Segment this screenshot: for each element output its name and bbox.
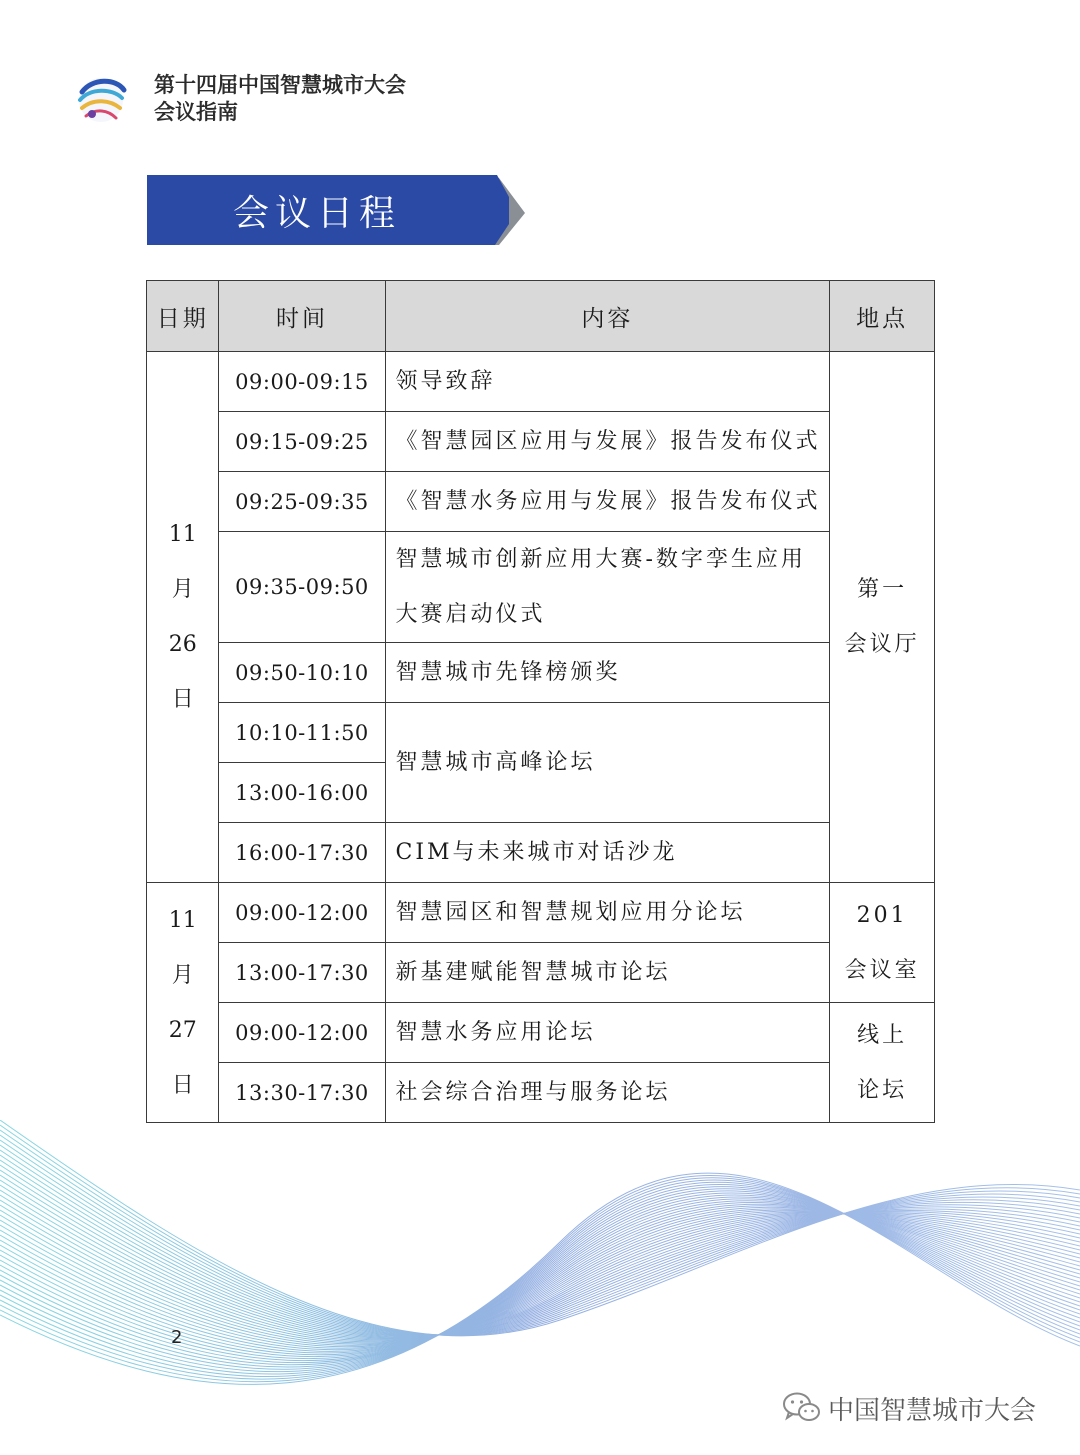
- table-row: [147, 352, 935, 412]
- table-row: [147, 643, 935, 703]
- time-cell: 09:50-10:10: [219, 643, 385, 703]
- table-row: [147, 472, 935, 532]
- venue-line: 会议厅: [844, 632, 920, 657]
- time-cell: 09:00-12:00: [219, 883, 385, 943]
- header-content: 内容: [385, 281, 830, 352]
- table-row: [147, 943, 935, 1003]
- content-cell: 《智慧园区应用与发展》报告发布仪式: [385, 412, 830, 472]
- wave-line: [0, 1175, 1080, 1381]
- time-cell: 09:35-09:50: [219, 532, 385, 643]
- date-line: 11: [168, 907, 197, 933]
- venue-line: 会议室: [844, 957, 920, 983]
- time-cell: 13:00-16:00: [219, 763, 385, 823]
- table-header-row: [147, 281, 935, 352]
- venue-cell-room-201: [830, 883, 935, 1003]
- date-line: 11: [168, 522, 197, 547]
- content-cell: CIM与未来城市对话沙龙: [385, 823, 830, 883]
- time-cell: 09:00-12:00: [219, 1003, 385, 1063]
- venue-cell-online-forum: [830, 1003, 935, 1123]
- venue-line: 论坛: [857, 1077, 908, 1103]
- venue-line: 201: [856, 902, 908, 928]
- content-cell: 智慧园区和智慧规划应用分论坛: [385, 883, 830, 943]
- time-cell: 09:00-09:15: [219, 352, 385, 412]
- table-row: [147, 412, 935, 472]
- schedule-table: [146, 280, 935, 1123]
- date-line: 日: [171, 687, 194, 712]
- header-title: [154, 72, 474, 126]
- content-cell: [385, 532, 830, 643]
- content-cell: 智慧水务应用论坛: [385, 1003, 830, 1063]
- wave-line: [0, 1180, 1080, 1377]
- content-cell: 新基建赋能智慧城市论坛: [385, 943, 830, 1003]
- time-cell: 13:30-17:30: [219, 1063, 385, 1123]
- venue-line: 线上: [857, 1022, 908, 1048]
- content-cell-merged: 智慧城市高峰论坛: [385, 703, 830, 823]
- date-line: 月: [171, 577, 194, 602]
- wechat-icon: [782, 1391, 822, 1425]
- date-cell-day2: [147, 883, 219, 1123]
- header-time: 时间: [219, 281, 385, 352]
- date-line: 月: [171, 962, 194, 988]
- table-row: [147, 883, 935, 943]
- date-line: 27: [168, 1017, 197, 1043]
- table-row: [147, 532, 935, 643]
- table-row: [147, 703, 935, 763]
- content-cell: 领导致辞: [385, 352, 830, 412]
- content-cell: 《智慧水务应用与发展》报告发布仪式: [385, 472, 830, 532]
- time-cell: 10:10-11:50: [219, 703, 385, 763]
- content-cell: 社会综合治理与服务论坛: [385, 1063, 830, 1123]
- header-title-line2: 会议指南: [154, 100, 238, 124]
- header-venue: 地点: [830, 281, 935, 352]
- wave-line: [0, 1155, 1080, 1335]
- venue-line: 第一: [857, 577, 908, 602]
- header-title-line1: 第十四届中国智慧城市大会: [154, 73, 406, 97]
- table-row: [147, 1003, 935, 1063]
- table-row: [147, 1063, 935, 1123]
- watermark: [782, 1388, 1036, 1428]
- section-title: 会议日程: [232, 192, 401, 234]
- table-row: [147, 823, 935, 883]
- content-line: 大赛启动仪式: [395, 602, 546, 627]
- watermark-label: 中国智慧城市大会: [828, 1395, 1037, 1426]
- date-cell-day1: [147, 352, 219, 883]
- wave-line: [0, 1178, 1080, 1379]
- header-date: 日期: [147, 281, 219, 352]
- conference-logo-icon: [72, 70, 130, 128]
- date-line: 日: [171, 1072, 194, 1098]
- page-number: 2: [171, 1327, 183, 1348]
- time-cell: 16:00-17:30: [219, 823, 385, 883]
- date-line: 26: [168, 632, 197, 657]
- content-cell: 智慧城市先锋榜颁奖: [385, 643, 830, 703]
- time-cell: 09:25-09:35: [219, 472, 385, 532]
- time-cell: 09:15-09:25: [219, 412, 385, 472]
- venue-cell-main-hall: [830, 352, 935, 883]
- time-cell: 13:00-17:30: [219, 943, 385, 1003]
- content-line: 智慧城市创新应用大赛-数字孪生应用: [395, 547, 806, 572]
